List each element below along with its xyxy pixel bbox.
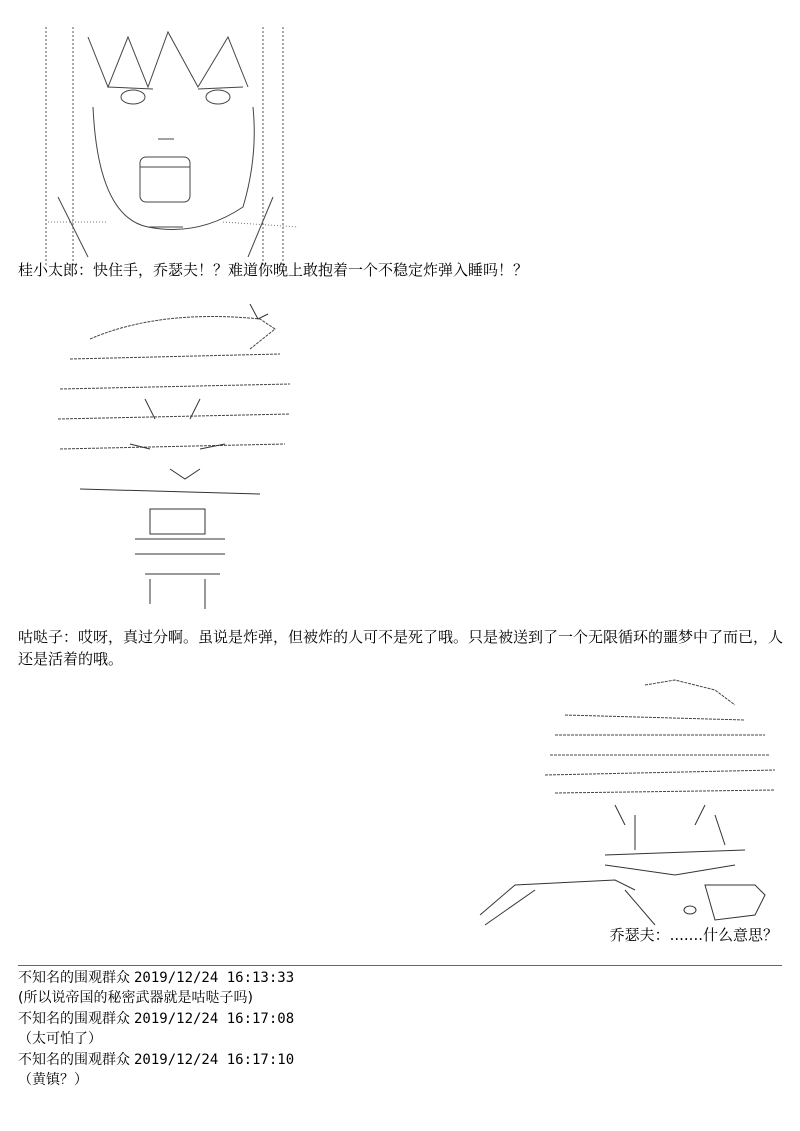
ascii-art-shouting-character (18, 18, 293, 256)
joseph-drawing (475, 675, 795, 930)
comment (18, 1009, 788, 1050)
comment-author: 不知名的围观群众 (18, 1011, 130, 1027)
ascii-art-character-with-hat (40, 290, 290, 610)
comment-text: (所以说帝国的秘密武器就是咕哒子吗) (18, 990, 253, 1006)
comment-timestamp: 2019/12/24 16:17:10 (134, 1052, 295, 1068)
comment-header (18, 1009, 788, 1029)
hat-character-drawing (50, 299, 300, 619)
comment (18, 968, 788, 1009)
comment-timestamp: 2019/12/24 16:17:08 (134, 1011, 295, 1027)
comment-header (18, 1050, 788, 1070)
comment-author: 不知名的围观群众 (18, 1052, 130, 1068)
comments-section (18, 968, 788, 1091)
shouting-face-drawing (28, 27, 303, 265)
dialog-kurumi: 咕哒子：哎呀，真过分啊。虽说是炸弹，但被炸的人可不是死了哦。只是被送到了一个无限循环的噩梦中了而已，人还是活着的哦。 (18, 628, 784, 668)
comment-header (18, 968, 788, 988)
comment-timestamp: 2019/12/24 16:13:33 (134, 970, 295, 986)
comment-text: （黄镇？） (18, 1072, 88, 1088)
dialog-katsura: 桂小太郎：快住手，乔瑟夫！？难道你晚上敢抱着一个不稳定炸弹入睡吗！？ (18, 261, 529, 279)
comment (18, 1050, 788, 1091)
dialog-joseph: 乔瑟夫：.......什么意思？ (609, 926, 778, 944)
comment-author: 不知名的围观群众 (18, 970, 130, 986)
comments-divider (18, 965, 782, 966)
comment-text: （太可怕了） (18, 1031, 102, 1047)
ascii-art-joseph (465, 666, 785, 921)
